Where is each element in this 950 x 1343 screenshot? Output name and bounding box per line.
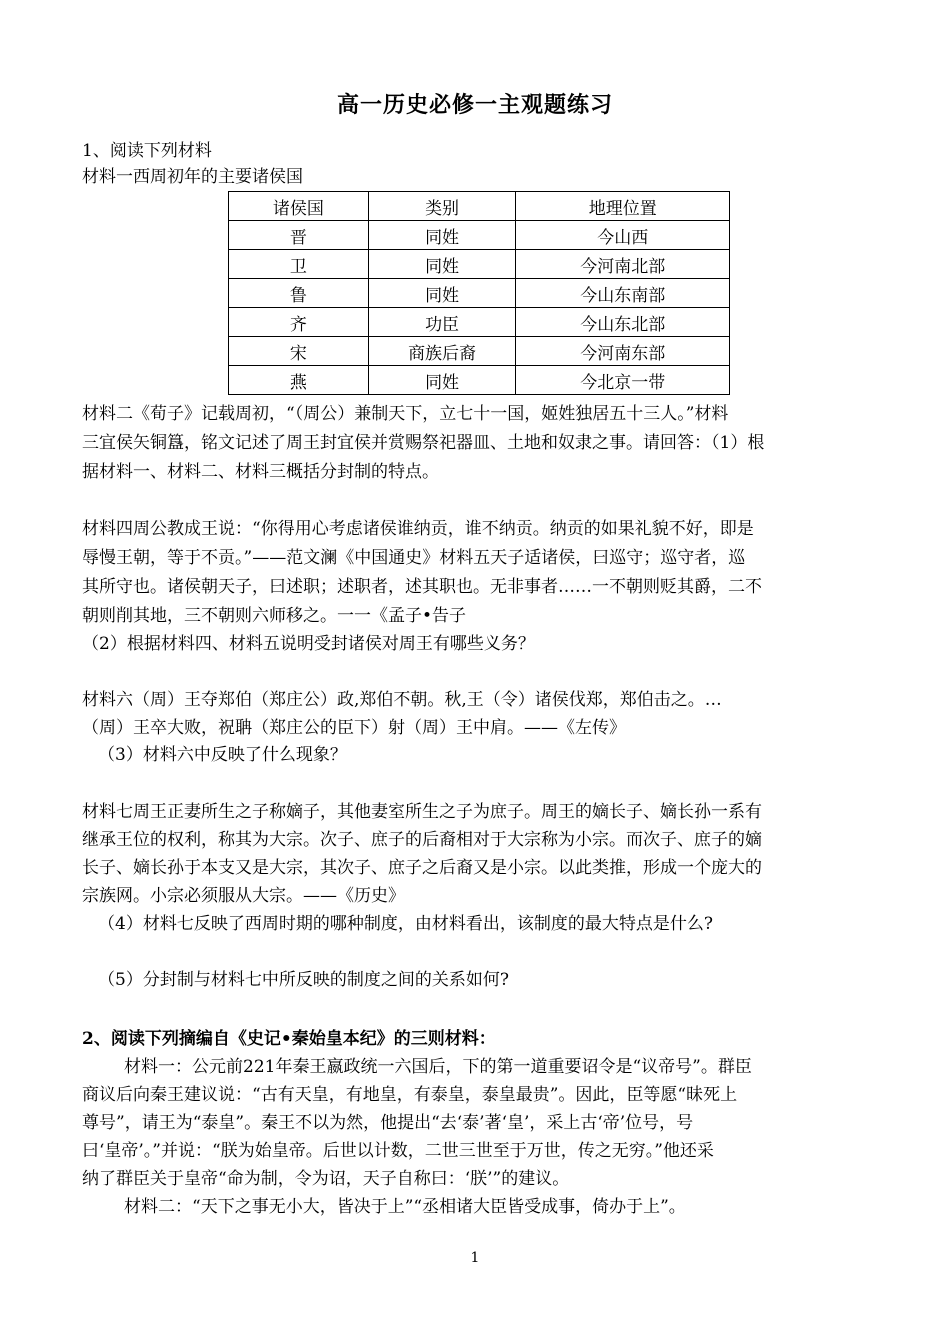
- table-row: [229, 337, 730, 366]
- table-cell: 今北京一带: [516, 366, 730, 395]
- table-cell: 今山东北部: [516, 308, 730, 337]
- page-number: 1: [470, 1250, 480, 1266]
- table-cell: 宋: [229, 337, 369, 366]
- table-row: [229, 308, 730, 337]
- question-1-heading: 1、阅读下列材料: [82, 141, 212, 161]
- table-cell: 今山西: [516, 221, 730, 250]
- table-row: [229, 279, 730, 308]
- material-2-line-1: 材料二《荀子》记载周初，“（周公）兼制天下，立七十一国，姬姓独居五十三人。”材料: [82, 404, 729, 424]
- table-header-cell: 诸侯国: [229, 192, 369, 221]
- table-cell: 今河南北部: [516, 250, 730, 279]
- material-7-line-1: 材料七周王正妻所生之子称嫡子，其他妻室所生之子为庶子。周王的嫡长子、嫡长孙一系有: [82, 802, 762, 822]
- material-3-line: 三宜侯矢铜簋，铭文记述了周王封宜侯并赏赐祭祀器皿、土地和奴隶之事。请回答：（1）根: [82, 433, 765, 453]
- question-1-4: （4）材料七反映了西周时期的哪种制度，由材料看出，该制度的最大特点是什么?: [98, 914, 713, 934]
- table-cell: 今山东南部: [516, 279, 730, 308]
- vassal-states-table: [228, 191, 730, 395]
- table-cell: 卫: [229, 250, 369, 279]
- table-cell: 功臣: [368, 308, 516, 337]
- table-cell: 同姓: [368, 250, 516, 279]
- table-cell: 晋: [229, 221, 369, 250]
- material-7-line-3: 长子、嫡长孙于本支又是大宗，其次子、庶子之后裔又是小宗。以此类推，形成一个庞大的: [82, 858, 762, 878]
- material-6-line-1: 材料六（周）王夺郑伯（郑庄公）政,郑伯不朝。秋,王（令）诸侯伐郑，郑伯击之。…: [82, 690, 722, 710]
- material-5-line-2: 朝则削其地，三不朝则六师移之。一一《孟子•告子: [82, 606, 467, 626]
- table-cell: 商族后裔: [368, 337, 516, 366]
- table-cell: 今河南东部: [516, 337, 730, 366]
- question-1-5: （5）分封制与材料七中所反映的制度之间的关系如何?: [98, 970, 509, 990]
- material-1-caption: 材料一西周初年的主要诸侯国: [82, 167, 303, 187]
- question-1-2: （2）根据材料四、材料五说明受封诸侯对周王有哪些义务？: [82, 634, 535, 654]
- material-6-line-2: （周）王卒大败，祝聃（郑庄公的臣下）射（周）王中肩。——《左传》: [82, 718, 626, 738]
- q2-material-1-line-1: 材料一：公元前221年秦王嬴政统一六国后，下的第一道重要诏令是“议帝号”。群臣: [124, 1057, 752, 1077]
- table-cell: 鲁: [229, 279, 369, 308]
- table-header-cell: 地理位置: [516, 192, 730, 221]
- q2-material-1-line-5: 纳了群臣关于皇帝“命为制，令为诏，天子自称曰：‘朕’”的建议。: [82, 1169, 570, 1189]
- page-title: 高一历史必修一主观题练习: [336, 93, 613, 118]
- material-7-line-4: 宗族网。小宗必须服从大宗。——《历史》: [82, 886, 405, 906]
- question-1-3: （3）材料六中反映了什么现象？: [98, 745, 347, 765]
- table-cell: 同姓: [368, 279, 516, 308]
- table-cell: 同姓: [368, 221, 516, 250]
- material-5-line-1: 其所守也。诸侯朝天子，曰述职；述职者，述其职也。无非事者……一不朝则贬其爵，二不: [82, 577, 762, 597]
- table-cell: 燕: [229, 366, 369, 395]
- table-row: [229, 221, 730, 250]
- q2-material-1-line-4: 曰‘皇帝’。”并说：“朕为始皇帝。后世以计数，二世三世至于万世，传之无穷。”他还采: [82, 1141, 714, 1161]
- q2-material-2-line: 材料二：“天下之事无小大，皆决于上”“丞相诸大臣皆受成事，倚办于上”。: [124, 1197, 686, 1217]
- table-row: [229, 250, 730, 279]
- table-row: [229, 366, 730, 395]
- material-7-line-2: 继承王位的权利，称其为大宗。次子、庶子的后裔相对于大宗称为小宗。而次子、庶子的嫡: [82, 830, 762, 850]
- question-2-heading: 2、阅读下列摘编自《史记•秦始皇本纪》的三则材料：: [82, 1029, 496, 1049]
- q2-material-1-line-3: 尊号”，请王为“泰皇”。秦王不以为然，他提出“去‘泰’著‘皇’，采上古‘帝’位号，号: [82, 1113, 694, 1133]
- material-4-line-2: 辱慢王朝，等于不贡。”——范文澜《中国通史》材料五天子适诸侯，曰巡守；巡守者，巡: [82, 548, 746, 568]
- table-header-row: [229, 192, 730, 221]
- q2-material-1-line-2: 商议后向秦王建议说：“古有天皇，有地皇，有泰皇，泰皇最贵”。因此，臣等愿“昧死上: [82, 1085, 738, 1105]
- question-1-1: 据材料一、材料二、材料三概括分封制的特点。: [82, 462, 439, 482]
- table-header-cell: 类别: [368, 192, 516, 221]
- material-4-line-1: 材料四周公教成王说：“你得用心考虑诸侯谁纳贡，谁不纳贡。纳贡的如果礼貌不好，即是: [82, 519, 754, 539]
- table-cell: 同姓: [368, 366, 516, 395]
- table-cell: 齐: [229, 308, 369, 337]
